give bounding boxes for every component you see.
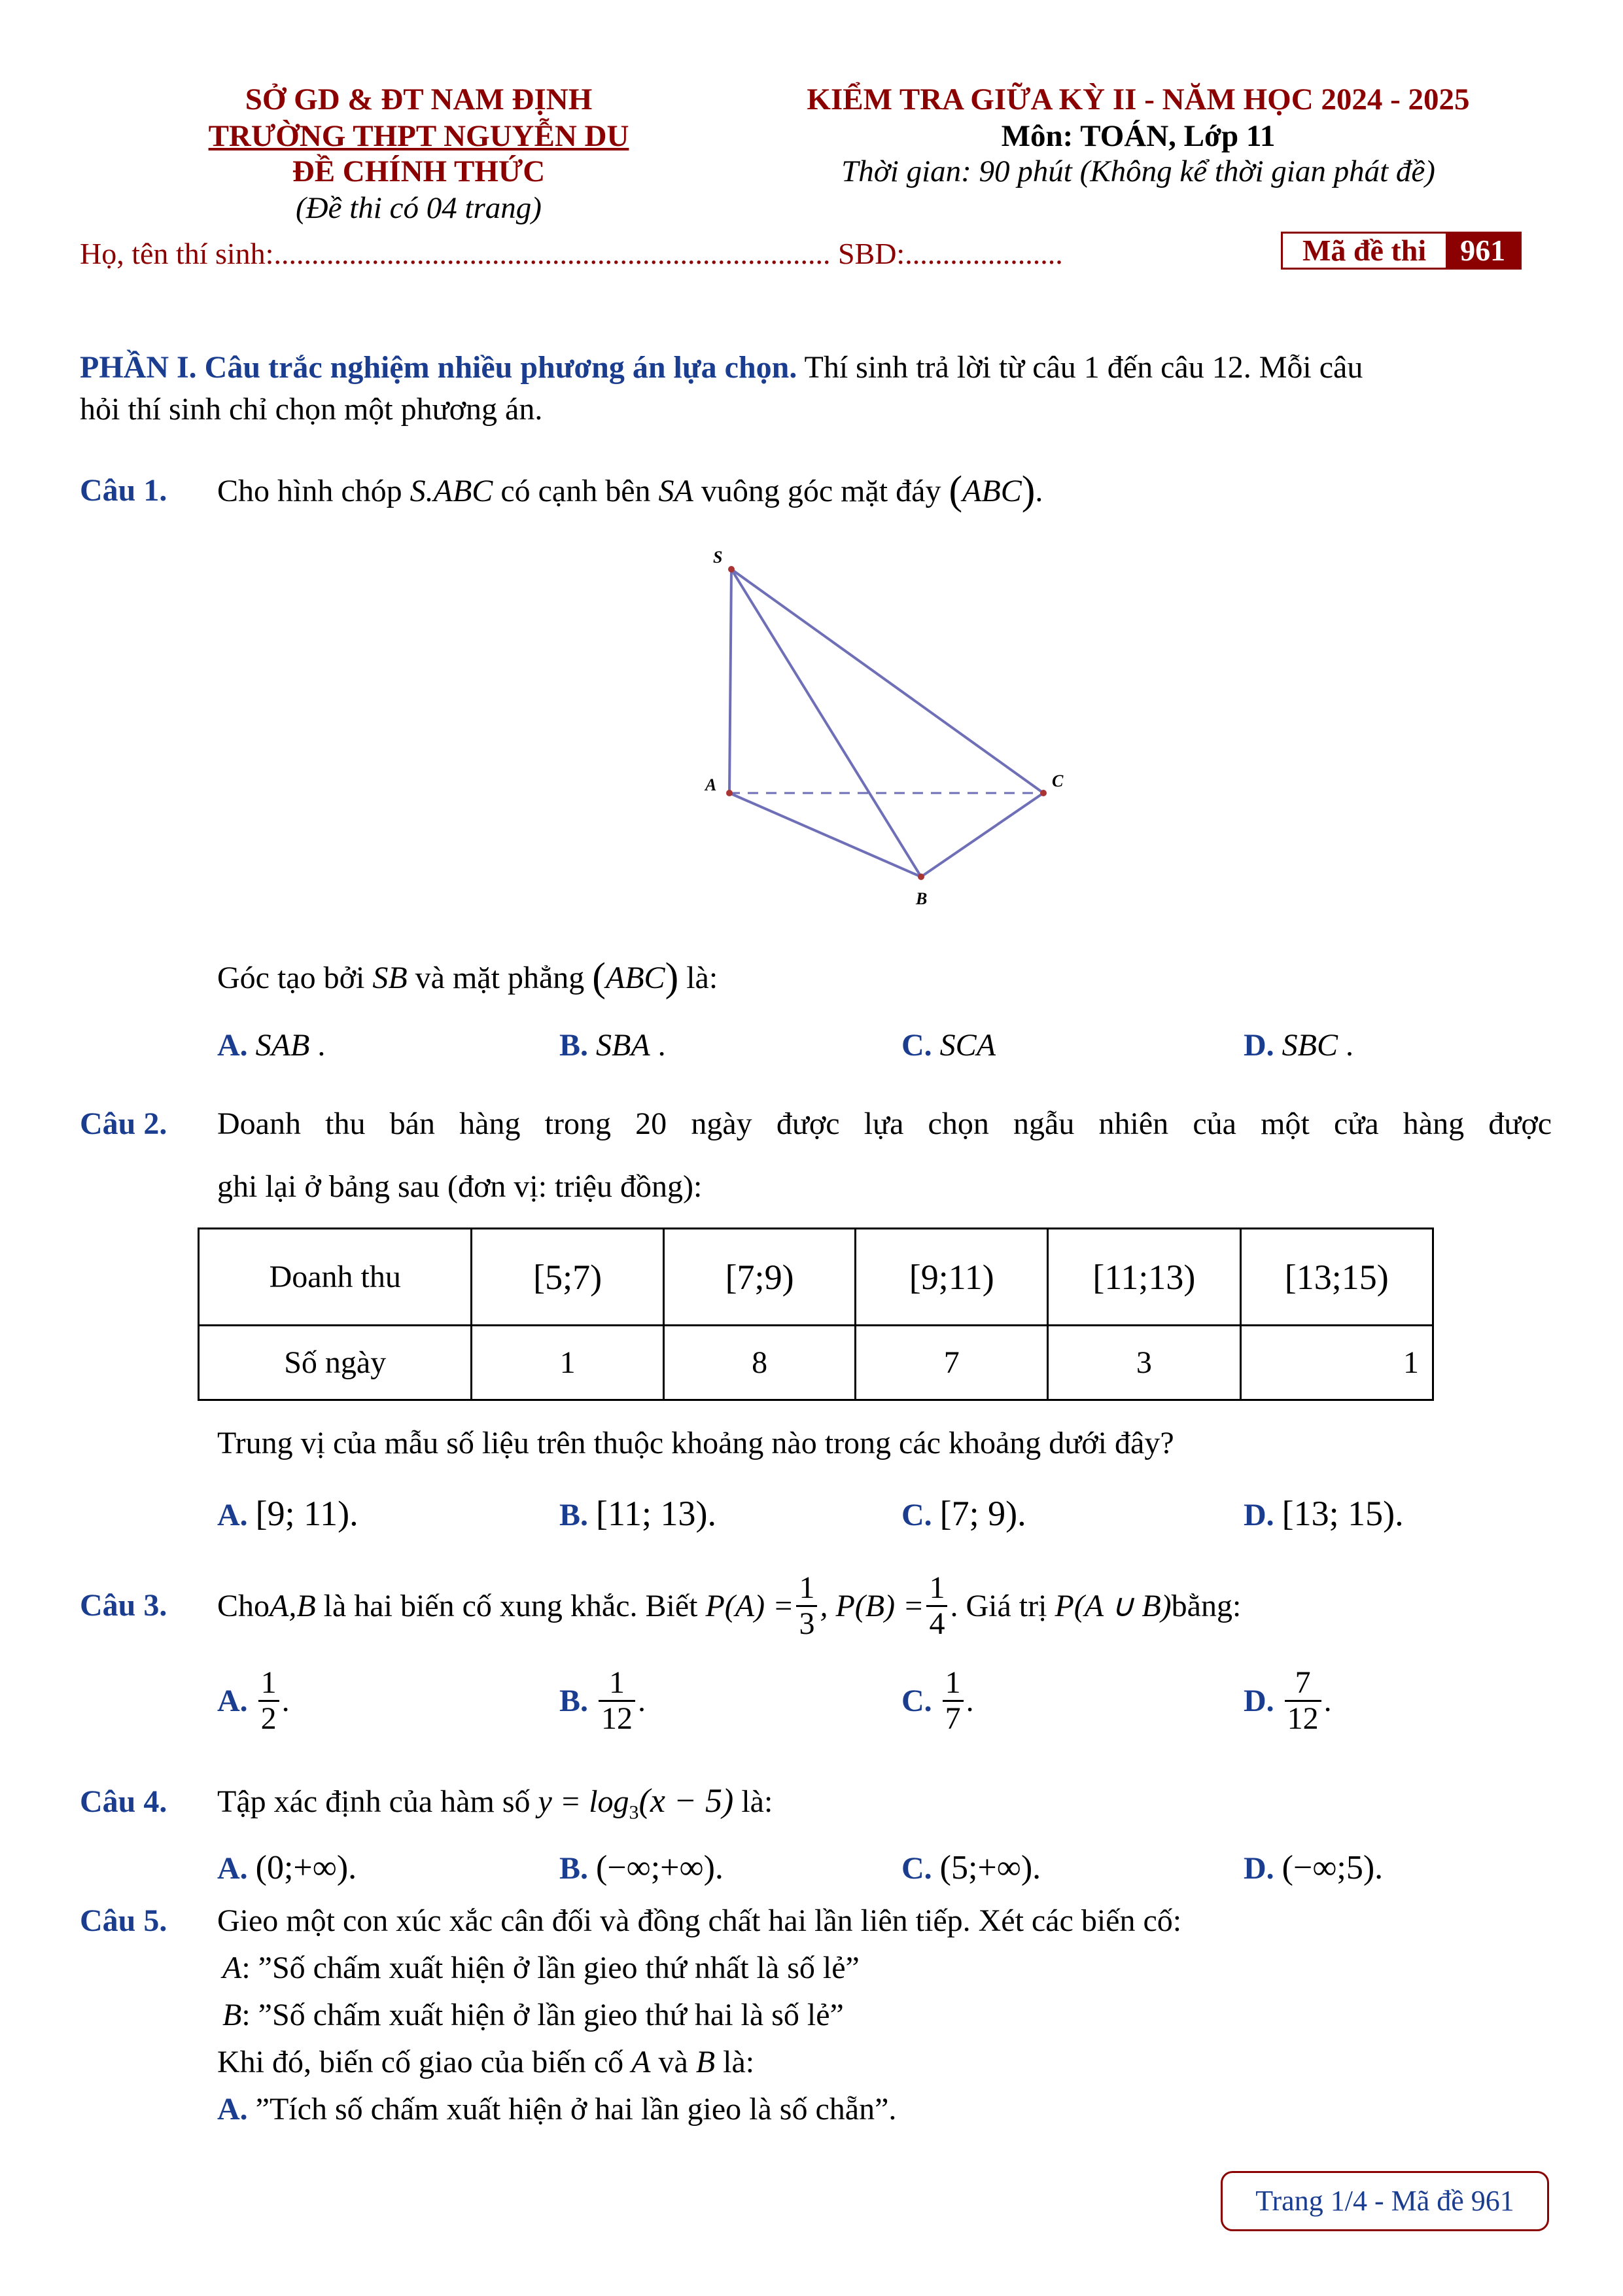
- edge-AB: [729, 793, 921, 877]
- q1-text: vuông góc mặt đáy: [693, 474, 949, 508]
- question-1-label: Câu 1.: [80, 473, 167, 508]
- q3-text: Cho: [217, 1588, 270, 1623]
- q3-text: . Giá trị: [950, 1588, 1055, 1623]
- vertex-B: [918, 874, 924, 880]
- question-1-stem: Cho hình chóp S.ABC có cạnh bên SA vuông góc mặt đáy (ABC).: [217, 468, 1043, 513]
- q4-function: y = log: [538, 1784, 629, 1819]
- q4-log-arg: (x − 5): [638, 1782, 734, 1820]
- q1-text: Cho hình chóp: [217, 474, 410, 508]
- q3-prob-a: P(A) =: [705, 1588, 794, 1623]
- section-1-title: PHẦN I. Câu trắc nghiệm nhiều phương án lựa chọn.: [80, 350, 797, 385]
- table-cell-count: 7: [856, 1326, 1048, 1400]
- q1-prompt-text: và mặt phẳng: [407, 961, 593, 995]
- pyramid-figure: [680, 530, 1099, 923]
- question-5-line1: Gieo một con xúc xắc cân đối và đồng chất hai lần liên tiếp. Xét các biến cố:: [217, 1903, 1182, 1938]
- edge-SB: [731, 569, 921, 877]
- section-1-desc-line2: hỏi thí sinh chỉ chọn một phương án.: [80, 392, 543, 427]
- table-cell-interval: [5;7): [472, 1229, 663, 1326]
- subject-line: Môn: TOÁN, Lớp 11: [1001, 119, 1276, 153]
- question-3-stem: [217, 1563, 1241, 1649]
- section-1-intro: [80, 348, 1363, 387]
- question-1-prompt: Góc tạo bởi SB và mặt phẳng (ABC) là:: [217, 955, 718, 1000]
- q3-events: A,B: [270, 1588, 316, 1623]
- q1-option-d[interactable]: D. SBC .: [1244, 1028, 1354, 1063]
- vertex-A: [726, 790, 733, 796]
- section-1-desc: Thí sinh trả lời từ câu 1 đến câu 12. Mỗi câu: [797, 350, 1363, 385]
- school-name: TRƯỜNG THPT NGUYỄN DU: [208, 119, 629, 153]
- q1-plane: ABC: [962, 474, 1022, 508]
- edge-SA: [729, 569, 731, 793]
- question-2-label: Câu 2.: [80, 1106, 167, 1141]
- q4-option-c[interactable]: C. (5;+∞).: [901, 1849, 1041, 1886]
- q3-text: là hai biến cố xung khắc. Biết: [315, 1588, 706, 1623]
- q3-text: bằng:: [1171, 1588, 1242, 1623]
- q2-option-d[interactable]: D. [13; 15).: [1244, 1494, 1404, 1533]
- department-name: SỞ GD & ĐT NAM ĐỊNH: [245, 82, 593, 116]
- q4-text: Tập xác định của hàm số: [217, 1784, 538, 1819]
- q3-option-d[interactable]: D. $\frac{7}{12}$ .: [1244, 1665, 1332, 1736]
- question-4-stem: [217, 1778, 773, 1836]
- exam-code-label: Mã đề thi: [1302, 234, 1427, 267]
- label-C: C: [1052, 771, 1064, 790]
- q2-option-b[interactable]: B. [11; 13).: [559, 1494, 716, 1533]
- q4-option-b[interactable]: B. (−∞;+∞).: [559, 1849, 724, 1886]
- page-footer: Trang 1/4 - Mã đề 961: [1221, 2171, 1549, 2231]
- q1-prompt-plane: ABC: [605, 961, 665, 995]
- edge-BC: [921, 793, 1043, 877]
- q5-option-a[interactable]: A. ”Tích số chấm xuất hiện ở hai lần gieo là số chẵn”.: [217, 2092, 897, 2127]
- q1-text: có cạnh bên: [493, 474, 659, 508]
- q2-option-a[interactable]: A. [9; 11).: [217, 1494, 358, 1533]
- table-cell-interval: [9;11): [856, 1229, 1048, 1326]
- q1-option-a[interactable]: A. SAB .: [217, 1028, 326, 1063]
- question-3-label: Câu 3.: [80, 1588, 167, 1623]
- q3-union: P(A ∪ B): [1055, 1589, 1172, 1623]
- label-S: S: [713, 548, 723, 567]
- q3-option-a[interactable]: A. $\frac{1}{2}$ .: [217, 1665, 290, 1736]
- label-A: A: [705, 775, 717, 794]
- question-5-label: Câu 5.: [80, 1903, 167, 1938]
- table-cell-interval: [13;15): [1240, 1229, 1433, 1326]
- q1-text: .: [1035, 474, 1043, 508]
- question-5-event-b: B: ”Số chấm xuất hiện ở lần gieo thứ hai là số lẻ”: [222, 1998, 844, 2032]
- q1-prompt-line: SB: [372, 961, 408, 995]
- q4-text: là:: [733, 1784, 773, 1819]
- exam-code-badge: [1281, 232, 1522, 270]
- q1-option-c[interactable]: C. SCA: [901, 1028, 996, 1063]
- question-1: [80, 471, 167, 510]
- candidate-info-line: Họ, tên thí sinh:.......................................................................... SBD:.....................: [80, 237, 1063, 270]
- table-cell-count: 1: [1240, 1326, 1433, 1400]
- table-row-revenue: [199, 1229, 1433, 1326]
- vertex-C: [1040, 790, 1047, 796]
- exam-title: KIỂM TRA GIỮA KỲ II - NĂM HỌC 2024 - 2025: [807, 82, 1470, 116]
- table-cell-interval: [11;13): [1048, 1229, 1240, 1326]
- q1-prompt-text: là:: [678, 961, 718, 995]
- q3-option-c[interactable]: C. $\frac{1}{7}$ .: [901, 1665, 974, 1736]
- official-label: ĐỀ CHÍNH THỨC: [292, 154, 546, 188]
- q2-option-c[interactable]: C. [7; 9).: [901, 1494, 1026, 1533]
- q3-fraction-b: $\frac{1}{4}$: [926, 1571, 947, 1641]
- revenue-table: [198, 1227, 1434, 1401]
- question-2-line1: Doanh thu bán hàng trong 20 ngày được lựa chọn ngẫu nhiên của một cửa hàng được: [217, 1106, 1552, 1141]
- table-header-days: Số ngày: [199, 1326, 472, 1400]
- exam-code-value: 961: [1446, 234, 1520, 268]
- question-4-label: Câu 4.: [80, 1784, 167, 1819]
- q4-log-base: 3: [629, 1801, 639, 1824]
- q1-prompt-text: Góc tạo bởi: [217, 961, 373, 995]
- q1-pyramid: S.ABC: [410, 474, 493, 508]
- question-2-line2: ghi lại ở bảng sau (đơn vị: triệu đồng):: [217, 1169, 703, 1204]
- q3-prob-b: , P(B) =: [820, 1588, 924, 1623]
- question-2-question: Trung vị của mẫu số liệu trên thuộc khoảng nào trong các khoảng dưới đây?: [217, 1426, 1174, 1460]
- question-5-line4: Khi đó, biến cố giao của biến cố A và B là:: [217, 2045, 755, 2079]
- q4-option-a[interactable]: A. (0;+∞).: [217, 1849, 357, 1886]
- table-cell-count: 1: [472, 1326, 663, 1400]
- q3-option-b[interactable]: B. $\frac{1}{12}$ .: [559, 1665, 646, 1736]
- q1-edge: SA: [658, 474, 693, 508]
- q3-fraction-a: $\frac{1}{3}$: [796, 1571, 817, 1641]
- table-cell-interval: [7;9): [663, 1229, 855, 1326]
- page-count-note: (Đề thi có 04 trang): [296, 191, 542, 225]
- table-header-revenue: Doanh thu: [199, 1229, 472, 1326]
- table-cell-count: 3: [1048, 1326, 1240, 1400]
- label-B: B: [916, 889, 928, 908]
- exam-time: Thời gian: 90 phút (Không kể thời gian phát đề): [841, 154, 1435, 188]
- question-5-event-a: A: ”Số chấm xuất hiện ở lần gieo thứ nhất là số lẻ”: [222, 1951, 860, 1985]
- table-row-days: [199, 1326, 1433, 1400]
- q4-option-d[interactable]: D. (−∞;5).: [1244, 1849, 1384, 1886]
- table-cell-count: 8: [663, 1326, 855, 1400]
- vertex-S: [728, 566, 735, 573]
- q1-option-b[interactable]: B. SBA .: [559, 1028, 666, 1063]
- edge-SC: [731, 569, 1043, 793]
